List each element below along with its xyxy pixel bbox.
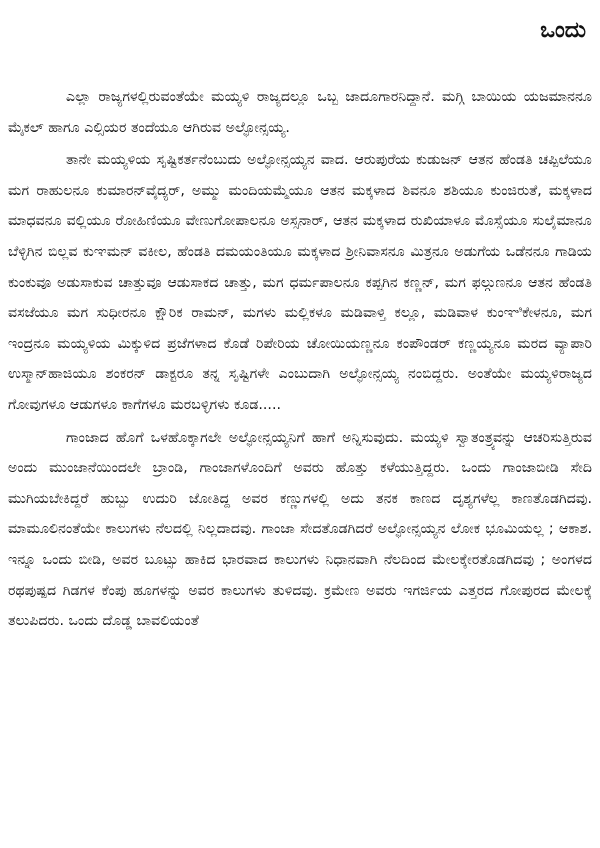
chapter-body [8,82,592,637]
paragraph-3: ಗಾಂಜಾದ ಹೊಗೆ ಒಳಹೊಕ್ಕಾಗಲೇ ಅಲ್ಫೋನ್ಸಯ್ಯನಿಗೆ ಹಾಗೆ ಅನ್ನಿಸುವುದು. ಮಯ್ಯಳಿ ಸ್ವಾತಂತ್ರ್ಯವನ್ನು ಆಚರಿಸುತ್ತಿರುವ ಅಂದು ಮುಂಜಾನೆಯಿಂದಲೇ ಬ್ರಾಂಡಿ, ಗಾಂಜಾಗಳೊಂದಿಗೆ ಅವರು ಹೊತ್ತು ಕಳೆಯುತ್ತಿದ್ದರು. ಒಂದು ಗಾಂಜಾಬೀಡಿ ಸೇದಿ ಮುಗಿಯಬೇಕಿದ್ದರೆ ಹುಬ್ಬು ಉದುರಿ ಜೋತಿದ್ದ ಅವರ ಕಣ್ಣುಗಳಲ್ಲಿ ಅದು ತನಕ ಕಾಣದ ದೃಶ್ಯಗಳೆಲ್ಲ ಕಾಣತೊಡಗಿದವು. ಮಾಮೂಲಿನಂತೆಯೇ ಕಾಲುಗಳು ನೆಲದಲ್ಲಿ ನಿಲ್ಲದಾದವು. ಗಾಂಜಾ ಸೇದತೊಡಗಿದರೆ ಅಲ್ಫೋನ್ಸಯ್ಯನ ಲೋಕ ಭೂಮಿಯಲ್ಲ ; ಆಕಾಶ. ಇನ್ನೂ ಒಂದು ಬೀಡಿ, ಅವರ ಬೂಟ್ಸು ಹಾಕಿದ ಭಾರವಾದ ಕಾಲುಗಳು ನಿಧಾನವಾಗಿ ನೆಲದಿಂದ ಮೇಲಕ್ಕೇರತೊಡಗಿದವು ; ಅಂಗಳದ ರಥಪುಷ್ಪದ ಗಿಡಗಳ ಕೆಂಪು ಹೂಗಳನ್ನು ಅವರ ಕಾಲುಗಳು ತುಳಿದವು. ಕ್ರಮೇಣ ಅವರು ಇಗರ್ಜಿಯ ಎತ್ತರದ ಗೋಪುರದ ಮೇಲಕ್ಕೆ ತಲುಪಿದರು. ಒಂದು ದೊಡ್ಡ ಬಾವಲಿಯಂತೆ [8,429,592,630]
chapter-title: ಒಂದು [540,18,586,43]
paragraph-1: ಎಲ್ಲಾ ರಾಜ್ಯಗಳಲ್ಲಿರುವಂತೆಯೇ ಮಯ್ಯಳಿ ರಾಜ್ಯದಲ್ಲೂ ಒಬ್ಬ ಜಾದೂಗಾರನಿದ್ದಾನೆ. ಮಗ್ಗಿ ಬಾಯಿಯ ಯಜಮಾನನೂ ಮೈಕಲ್ ಹಾಗೂ ಎಲ್ಸಿಯರ ತಂದೆಯೂ ಆಗಿರುವ ಅಲ್ಫೋನ್ಸಯ್ಯ. [8,89,592,136]
paragraph-2: ತಾನೇ ಮಯ್ಯಳಿಯ ಸೃಷ್ಟಿಕರ್ತನೆಂಬುದು ಅಲ್ಫೋನ್ಸಯ್ಯನ ವಾದ. ಆರುಪುರೆಯ ಕುಡುಜನ್ ಆತನ ಹೆಂಡತಿ ಚಪ್ಪಿಲೆಯೂ ಮಗ ರಾಹುಲನೂ ಕುಮಾರನ್‌ವೈದ್ಯರ್, ಅಮ್ಮು ಮಂದಿಯಮ್ಮೆಯೂ ಆತನ ಮಕ್ಕಳಾದ ಶಿವನೂ ಶಶಿಯೂ ಕುಂಜಿರುತೆ, ಮಕ್ಕಳಾದ ಮಾಧವನೂ ವಲ್ಲಿಯೂ ರೋಹಿಣಿಯೂ ವೇಣುಗೋಪಾಲನೂ ಅಸ್ಸನಾರ್, ಆತನ ಮಕ್ಕಳಾದ ರುಖಿಯಾಳೂ ಮೊಸ್ಸೆಯೂ ಸುಲೈಮಾನೂ ಬೆಳ್ಳಿಗಿನ ಬಿಲ್ಲವ ಕುಞಮನ್ ವಕೀಲ, ಹೆಂಡತಿ ದಮಯಂತಿಯೂ ಮಕ್ಕಳಾದ ಶ್ರೀನಿವಾಸನೂ ಮಿತ್ರನೂ ಅಡುಗೆಯ ಒಡೆನನೂ ಗಾಡಿಯ ಕುಂಕುವೂ ಅಡುಸಾಕುವ ಚಾತ್ತುವೂ ಆಡುಸಾಕದ ಚಾತ್ತು, ಮಗ ಧರ್ಮಪಾಲನೂ ಕಪ್ಪಗಿನ ಕಣ್ಣನ್, ಮಗ ಫಲ್ಗುಣನೂ ಆತನ ಹೆಂಡತಿ ವಸಜೆಯೂ ಮಗ ಸುಧೀರನೂ ಕ್ಷೌರಿಕ ರಾಮನ್, ಮಗಳು ಮಲ್ಲಿಕಳೂ ಮಡಿವಾಳ್ತಿ ಕಲ್ಲೂ, ಮಡಿವಾಳ ಕುಂಞಿಕೇಳನೂ, ಮಗ ಇಂದ್ರನೂ ಮಯ್ಯಳಿಯ ಮಿಕ್ಕುಳಿದ ಪ್ರಜೆಗಳಾದ ಕೊಡೆ ರಿಪೇರಿಯ ಚೋಯಿಯಣ್ಣನೂ ಕಂಪೌಂಡರ್ ಕಣ್ಣಯ್ಯನೂ ಮರದ ವ್ಯಾಪಾರಿ ಉಸ್ಮಾನ್‌ಹಾಜಿಯೂ ಶಂಕರನ್ ಡಾಕ್ಟರೂ ತನ್ನ ಸೃಷ್ಟಿಗಳೇ ಎಂಬುದಾಗಿ ಅಲ್ಫೋನ್ಸಯ್ಯ ನಂಬಿದ್ದರು. ಅಂತೆಯೇ ಮಯ್ಯಳಿರಾಜ್ಯದ ಗೋವುಗಳೂ ಆಡುಗಳೂ ಕಾಗೆಗಳೂ ಮರಬಳ್ಳಿಗಳು ಕೂಡ..... [8,152,592,413]
